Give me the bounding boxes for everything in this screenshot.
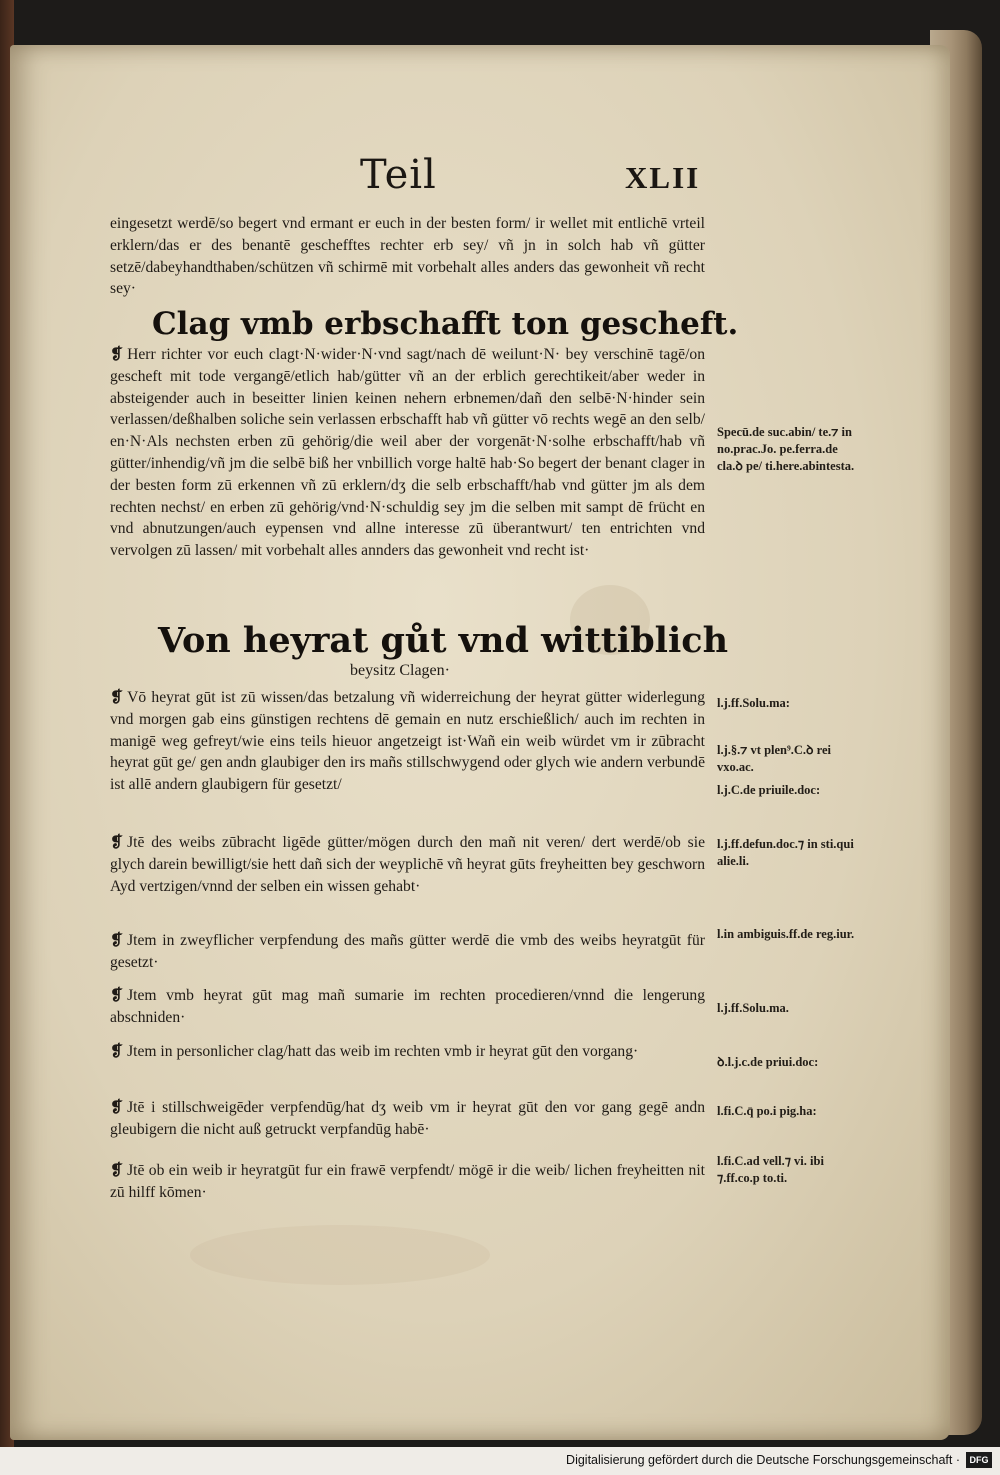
paragraph-text: Herr richter vor euch clagt·N·wider·N·vnd sagt/nach dē weilunt·N· bey verschinē tagē/on gescheft mit tode vergangē/etlich hab/gütter vñ an der erblich gerechtikeit/aber weder in absteigender auch in beseitter linien keinen nehern erbnemen/dañ den selbē·N·hinder sein verlassen/deßhalben soliche sein verlassen erbschafft hab vñ gütter vō rechts wegē an den selb/ en·N·Als nechsten erben zū gehörig/die weil aber der vorgenāt·N·solhe erbschafft/hab vñ gütter/inhendig/vñ jm die selbē biß her vnbillich vorge haltē hab·So begert der benant clager in der besten form zū erkennen vñ zū erklern/dʒ die selb erbschafft/hab vnd gütter jm als dem rechten nechst/ en erben zū gehörig/vnd·N·schuldig sey jm die selben mit sampt dē frücht en vnd abnutzungen/auch eypensen vnd allne interesse zū überantwurt/ ten entrichten vnd vervolgen zū lassen/ mit vorbehalt alles annders das gewonheit vnd recht ist· (110, 346, 705, 560)
running-title: Teil (360, 152, 437, 198)
item-text: Jtem in personlicher clag/hatt das weib im rechten vmb ir heyrat gūt den vorgang· (127, 1043, 639, 1060)
item-text: Jtem in zweyflicher verpfendung des mañs gütter werdē die vmb des weibs heyratgūt für gesetzt· (110, 932, 705, 971)
list-item (110, 985, 705, 1029)
pilcrow-mark: ❡ (110, 834, 124, 851)
item-text: Jtē ob ein weib ir heyratgūt fur ein frawē verpfendt/ mögē ir die weib/ lichen freyheitten nit zū hilff kōmen· (110, 1162, 705, 1201)
paper-stain (190, 1225, 490, 1285)
pilcrow-mark: ❡ (110, 1043, 124, 1060)
intro-paragraph: eingesetzt werdē/so begert vnd ermant er euch in der besten form/ ir wellet mit entlichē vrteil erklern/das er des benantē geschefftes rechter erb sey/ vñ jn in solch hab vñ gütter setzē/dabeyhandthaben/schützen vñ schirmē mit vorbehalt alles anders das gewonheit vñ recht sey· (110, 215, 705, 298)
section-heading: Von heyrat gůt vnd wittiblich (158, 620, 729, 661)
dfg-logo-icon: DFG (966, 1452, 992, 1468)
marginal-note: l.j.ff.defun.doc.⁊ in sti.qui alie.li. (717, 837, 854, 868)
list-item (110, 1097, 705, 1141)
funding-credit: Digitalisierung gefördert durch die Deutsche Forschungsgemeinschaft · (566, 1453, 960, 1467)
pilcrow-mark: ❡ (110, 346, 124, 363)
list-item (110, 1160, 705, 1204)
marginal-note: l.fi.C.q̄ po.i pig.ha: (717, 1104, 817, 1118)
marginal-note: l.j.ff.Solu.ma: (717, 696, 790, 710)
list-item (110, 930, 705, 974)
marginal-note: ꝺ.l.j.c.de priui.doc: (717, 1055, 819, 1069)
marginal-note: l.j.C.de priuile.doc: (717, 783, 821, 797)
marginal-note: l.fi.C.ad vell.⁊ vi. ibi ⁊.ff.co.p to.ti. (717, 1154, 824, 1185)
marginal-note: l.in ambiguis.ff.de reg.iur. (717, 927, 855, 941)
marginal-note: Specū.de suc.abin/ te.⁊ in no.prac.Jo. pe.ferra.de cla.ꝺ pe/ ti.here.abintesta. (717, 425, 855, 473)
section-paragraph (110, 687, 705, 796)
section-heading: Clag vmb erbschafft ton gescheft. (152, 306, 739, 342)
marginal-note: l.j.ff.Solu.ma. (717, 1001, 789, 1015)
pilcrow-mark: ❡ (110, 932, 124, 949)
section-subheading: beysitz Clagen· (350, 662, 450, 679)
item-text: Jtē des weibs zūbracht ligēde gütter/mögen durch den mañ nit veren/ dert werdē/ob sie glych darein bewilligt/sie hett dañ sich der weyplichē vñ heyrat gūts freyheitten bey geschworn Ayd vertzigen/vnnd der selben ein wissen gehabt· (110, 834, 705, 895)
pilcrow-mark: ❡ (110, 689, 124, 706)
item-text: Jtem vmb heyrat gūt mag mañ sumarie im rechten procedieren/vnnd die lengerung abschniden· (110, 987, 705, 1026)
footer-bar (0, 1447, 1000, 1475)
list-item (110, 1041, 705, 1063)
paragraph-text: Vō heyrat gūt ist zū wissen/das betzalung vñ widerreichung der heyrat gütter widerlegung vnd morgen gab eins günstigen rechtens dē gemain en nutz erschießlich/ auch im rechten in manigē weg gefreyt/wie eins teils hieuor angetzeigt ist·Wañ ein weib würdet vm ir zūbracht heyrat gūt ge/ gen andn glaubiger den irs mañs stillschwygend oder glych wie andern verbundē ist allē andern glaubigern für gesetzt/ (110, 689, 705, 794)
pilcrow-mark: ❡ (110, 987, 124, 1004)
folio-number: XLII (625, 160, 701, 195)
pilcrow-mark: ❡ (110, 1162, 124, 1179)
list-item (110, 832, 705, 897)
pilcrow-mark: ❡ (110, 1099, 124, 1116)
marginal-note: l.j.§.⁊ vt plen⁹.C.ꝺ rei vxo.ac. (717, 743, 831, 774)
section-paragraph (110, 344, 705, 562)
item-text: Jtē i stillschweigēder verpfendūg/hat dʒ weib vm ir heyrat gūt den vor gang gegē andn gleubigern die nicht auß getruckt verpfandūg habē· (110, 1099, 705, 1138)
